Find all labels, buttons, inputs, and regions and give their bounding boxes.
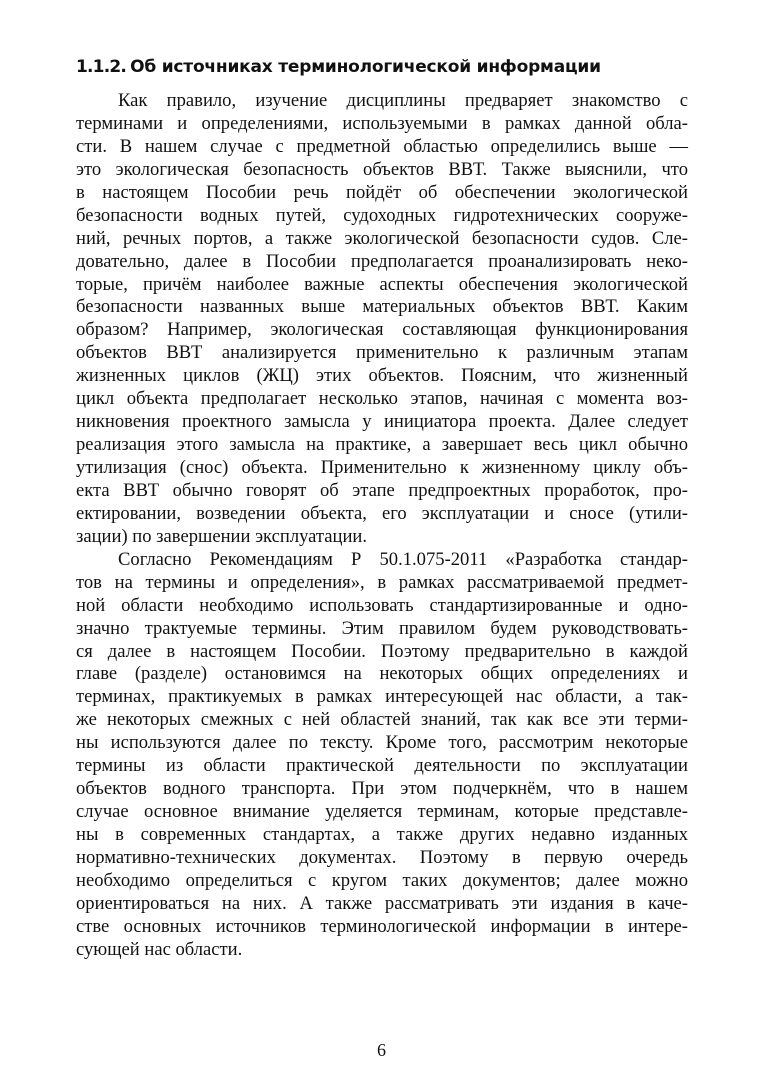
text-line: довательно, далее в Пособии предполагается проанализировать неко- bbox=[76, 250, 688, 272]
text-line: необходимо определиться с кругом таких документов; далее можно bbox=[76, 869, 688, 891]
section-number: 1.1.2. bbox=[76, 57, 127, 77]
text-line: терминами и определениями, используемыми в рамках данной обла- bbox=[76, 112, 688, 134]
page-number: 6 bbox=[377, 1040, 386, 1060]
text-line: никновения проектного замысла у инициатора проекта. Далее следует bbox=[76, 411, 688, 433]
text-line: Согласно Рекомендациям Р 50.1.075-2011 «Разработка стандар- bbox=[118, 548, 688, 570]
text-line: жизненных циклов (ЖЦ) этих объектов. Поясним, что жизненный bbox=[76, 365, 688, 387]
text-line: объектов ВВТ анализируется применительно к различным этапам bbox=[76, 342, 688, 364]
text-line: Как правило, изучение дисциплины предваряет знакомство с bbox=[118, 90, 688, 111]
text-line: утилизация (снос) объекта. Применительно к жизненному циклу объ- bbox=[76, 457, 688, 478]
text-line: главе (разделе) остановимся на некоторых общих определениях и bbox=[76, 663, 688, 685]
text-line: случае основное внимание уделяется терминам, которые представле- bbox=[76, 801, 688, 823]
text-line: стве основных источников терминологической информации в интере- bbox=[76, 915, 688, 937]
text-line: тов на термины и определения», в рамках рассматриваемой предмет- bbox=[76, 571, 688, 593]
text-line: термины из области практической деятельности по эксплуатации bbox=[76, 755, 688, 777]
text-line: терминах, практикуемых в рамках интересующей нас области, а так- bbox=[76, 686, 688, 708]
text-line: значно трактуемые термины. Этим правилом будем руководствовать- bbox=[76, 617, 688, 639]
section-heading bbox=[76, 55, 601, 79]
text-line: же некоторых смежных с ней областей знаний, так как все эти терми- bbox=[76, 709, 688, 731]
text-line: это экологическая безопасность объектов ВВТ. Также выяснили, что bbox=[76, 158, 688, 180]
text-line: безопасности водных путей, судоходных гидротехнических сооруже- bbox=[76, 204, 688, 226]
section-title: Об источниках терминологической информации bbox=[130, 57, 601, 77]
text-line: образом? Например, экологическая составляющая функционирования bbox=[76, 319, 688, 341]
text-line: объектов водного транспорта. При этом подчеркнём, что в нашем bbox=[76, 778, 688, 800]
paragraph-1 bbox=[76, 90, 688, 549]
body-text bbox=[76, 90, 688, 962]
text-line: реализация этого замысла на практике, а завершает весь цикл обычно bbox=[76, 434, 688, 456]
text-line: ектировании, возведении объекта, его эксплуатации и сносе (утили- bbox=[76, 502, 688, 524]
text-line: в настоящем Пособии речь пойдёт об обеспечении экологической bbox=[76, 181, 688, 203]
text-line: ся далее в настоящем Пособии. Поэтому предварительно в каждой bbox=[76, 640, 688, 662]
text-line: ний, речных портов, а также экологической безопасности судов. Сле- bbox=[76, 227, 688, 249]
text-line: екта ВВТ обычно говорят об этапе предпроектных проработок, про- bbox=[76, 479, 688, 501]
text-line: сующей нас области. bbox=[76, 938, 243, 960]
paragraph-2 bbox=[76, 549, 688, 962]
text-line: сти. В нашем случае с предметной областью определились выше — bbox=[76, 135, 688, 157]
text-line: нормативно-технических документах. Поэтому в первую очередь bbox=[76, 846, 688, 868]
text-line: ной области необходимо использовать стандартизированные и одно- bbox=[76, 594, 688, 616]
text-line: цикл объекта предполагает несколько этапов, начиная с момента воз- bbox=[76, 388, 688, 410]
text-line: ориентироваться на них. А также рассматривать эти издания в каче- bbox=[76, 892, 688, 914]
text-line: зации) по завершении эксплуатации. bbox=[76, 525, 368, 547]
text-line: торые, причём наиболее важные аспекты обеспечения экологической bbox=[76, 273, 688, 295]
text-line: безопасности названных выше материальных объектов ВВТ. Каким bbox=[76, 296, 688, 318]
text-line: ны используются далее по тексту. Кроме того, рассмотрим некоторые bbox=[76, 732, 688, 754]
text-line: ны в современных стандартах, а также других недавно изданных bbox=[76, 824, 688, 845]
